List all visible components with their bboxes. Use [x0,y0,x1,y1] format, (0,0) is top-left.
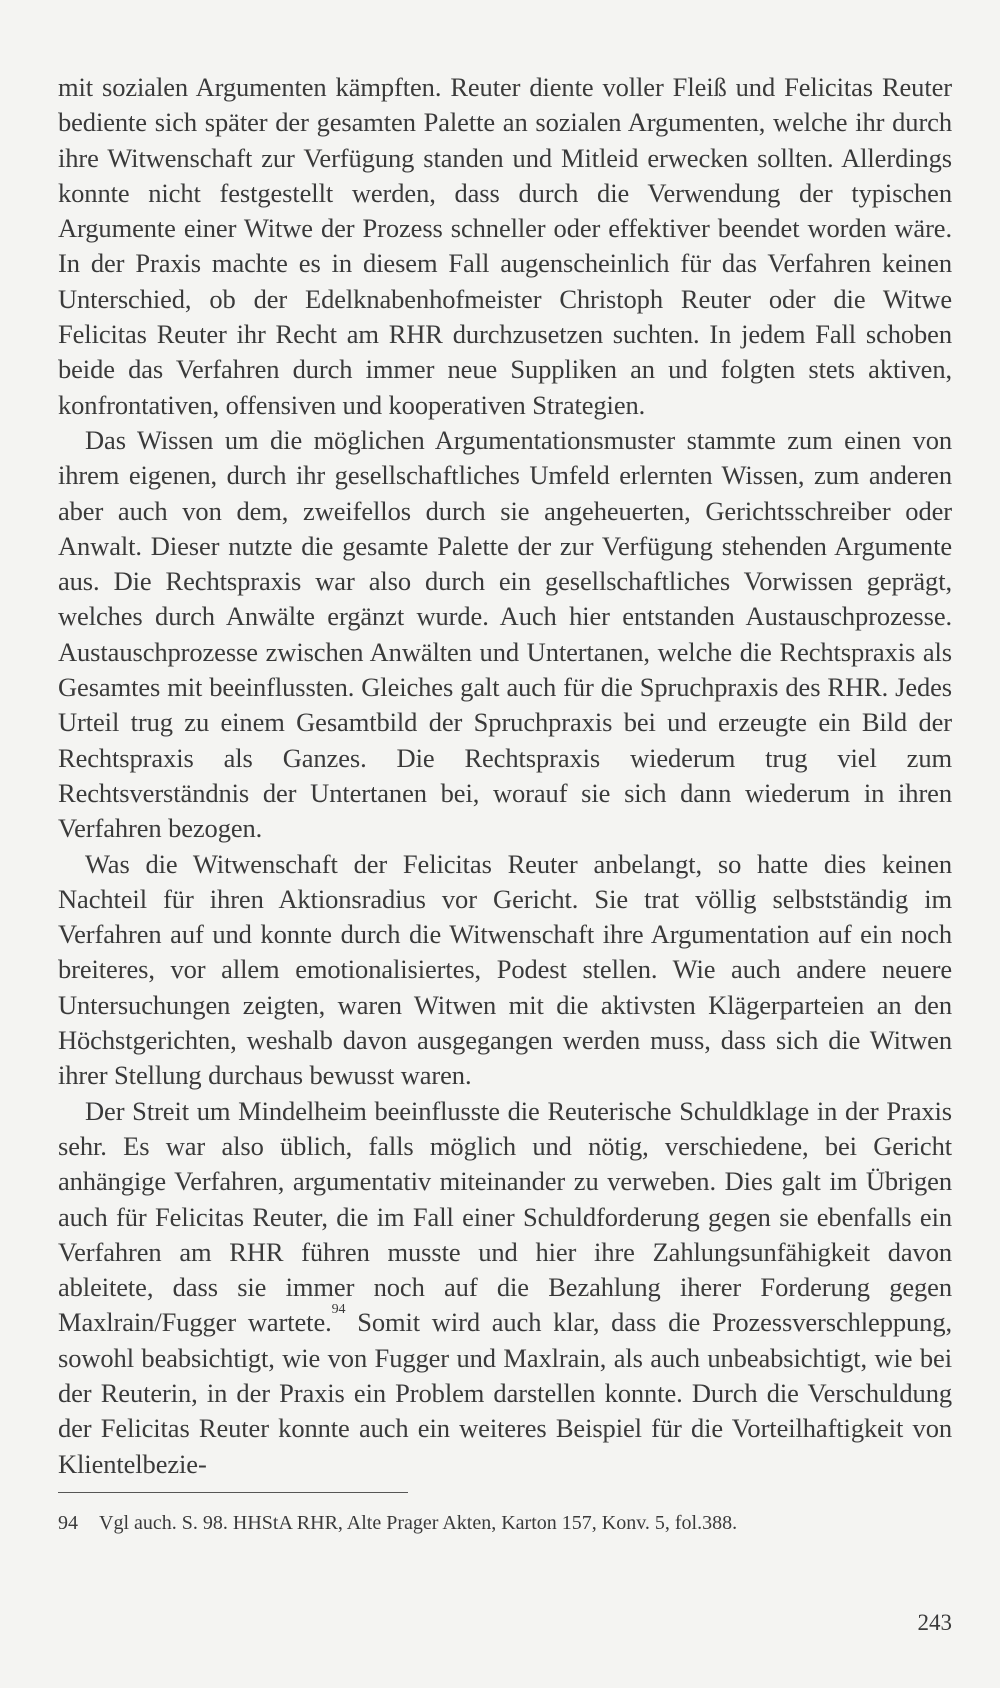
footnote-94 [58,1510,952,1536]
paragraph-text: Der Streit um Mindelheim beeinflusste die Reuterische Schuldklage in der Praxis sehr. Es war also üblich, falls möglich und nötig, verschiedene, bei Gericht anhängige Verfahren, argumentativ miteinander zu verweben. Dies galt im Übrigen auch für Felicitas Reuter, die im Fall einer Schuldforderung gegen sie ebenfalls ein Verfahren am RHR führen musste und hier ihre Zahlungsunfähigkeit davon ableitete, dass sie immer noch auf die Bezahlung iherer Forderung gegen Maxlrain/Fugger wartete. [58,1095,952,1338]
paragraph-text: mit sozialen Argumenten kämpften. Reuter diente voller Fleiß und Felicitas Reuter bediente sich später der gesamten Palette an sozialen Argumenten, welche ihr durch ihre Witwenschaft zur Verfügung standen und Mitleid erwecken sollten. Allerdings konnte nicht festgestellt werden, dass durch die Verwendung der typischen Argumente einer Witwe der Prozess schneller oder effektiver beendet worden wäre. In der Praxis machte es in diesem Fall augenscheinlich für das Verfahren keinen Unterschied, ob der Edelknabenhofmeister Christoph Reuter oder die Witwe Felicitas Reuter ihr Recht am RHR durchzusetzen suchten. In jedem Fall schoben beide das Verfahren durch immer neue Suppliken an und folgten stets aktiven, konfrontativen, offensiven und kooperativen Strategien. [58,72,952,420]
body-text [58,70,952,1482]
paragraph-text: Das Wissen um die möglichen Argumentationsmuster stammte zum einen von ihrem eigenen, durch ihr gesellschaftliches Umfeld erlernten Wissen, zum anderen aber auch von dem, zweifellos durch sie angeheuerten, Gerichtsschreiber oder Anwalt. Dieser nutzte die gesamte Palette der zur Verfügung stehenden Argumente aus. Die Rechtspraxis war also durch ein gesellschaftliches Vorwissen geprägt, welches durch Anwälte ergänzt wurde. Auch hier entstanden Austauschprozesse. Austauschprozesse zwischen Anwälten und Untertanen, welche die Rechtspraxis als Gesamtes mit beeinflussten. Gleiches galt auch für die Spruchpraxis des RHR. Jedes Urteil trug zu einem Gesamtbild der Spruchpraxis bei und erzeugte ein Bild der Rechtspraxis als Ganzes. Die Rechtspraxis wiederum trug viel zum Rechtsverständnis der Untertanen bei, worauf sie sich dann wiederum in ihren Verfahren bezogen. [58,424,952,844]
footnote-separator [58,1492,408,1493]
paragraph-text: Somit wird auch klar, dass die Prozessverschleppung, sowohl beabsichtigt, wie von Fugger und Maxlrain, als auch unbeabsichtigt, wie bei der Reuterin, in der Praxis ein Problem darstellen konnte. Durch die Verschuldung der Felicitas Reuter konnte auch ein weiteres Beispiel für die Vorteilhaftigkeit von Klientelbezie- [58,1307,952,1479]
footnote-number: 94 [58,1512,78,1534]
paragraph-text: Was die Witwenschaft der Felicitas Reuter anbelangt, so hatte dies keinen Nachteil für ihren Aktionsradius vor Gericht. Sie trat völlig selbstständig im Verfahren auf und konnte durch die Witwenschaft ihre Argumentation auf ein noch breiteres, vor allem emotionalisiertes, Podest stellen. Wie auch andere neuere Untersuchungen zeigten, waren Witwen mit die aktivsten Klägerparteien an den Höchstgerichten, weshalb davon ausgegangen werden muss, dass sich die Witwen ihrer Stellung durchaus bewusst waren. [58,848,952,1091]
paragraph [58,423,952,847]
page-number: 243 [917,1610,952,1635]
paragraph [58,1094,952,1482]
paragraph [58,847,952,1094]
footnote-text: Vgl auch. S. 98. HHStA RHR, Alte Prager Akten, Karton 157, Konv. 5, fol.388. [99,1512,738,1534]
paragraph [58,70,952,423]
footnote-reference[interactable]: 94 [331,1302,346,1318]
